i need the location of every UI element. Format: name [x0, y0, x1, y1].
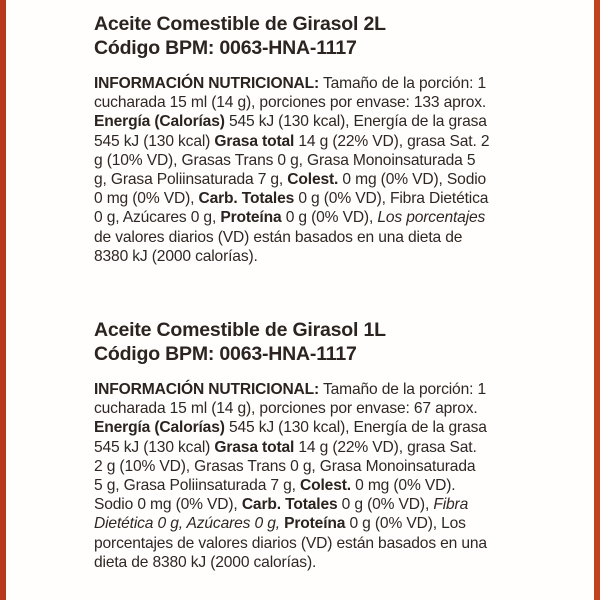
nutrition-line — [94, 534, 526, 553]
nutrition-text: 545 kJ (130 kcal) — [94, 132, 215, 150]
nutrition-text: 8380 kJ (2000 calorías). — [94, 247, 258, 265]
total-carbs-label: Carb. Totales — [198, 190, 295, 208]
nutrition-text: porcentajes de valores diarios (VD) están basados en una — [94, 534, 487, 552]
nutrition-line — [94, 476, 526, 495]
nutrition-text: 0 mg (0% VD). — [350, 477, 456, 495]
total-fat-label: Grasa total — [214, 132, 295, 150]
nutrition-text: 545 kJ (130 kcal), Energía de la grasa — [224, 113, 487, 131]
nutrition-line — [94, 247, 526, 266]
nutrition-text: 0 mg (0% VD), — [94, 190, 199, 208]
nutrition-text: cucharada 15 ml (14 g), porciones por envase: 133 aprox. — [94, 94, 487, 112]
nutrition-text: Fibra — [433, 496, 469, 514]
nutrition-line — [94, 151, 526, 170]
nutrition-text: 14 g (22% VD), grasa Sat. 2 — [294, 132, 490, 150]
nutrition-line — [94, 495, 526, 514]
nutrition-line — [94, 189, 526, 208]
nutrition-text: de valores diarios (VD) están basados en una dieta de — [94, 228, 463, 246]
nutrition-line — [94, 438, 526, 457]
nutrition-heading: INFORMACIÓN NUTRICIONAL: — [94, 381, 320, 398]
cholesterol-label: Colest. — [300, 477, 351, 495]
daily-value-note: Los — [441, 515, 466, 533]
product-2l-block — [94, 12, 526, 266]
nutrition-line — [94, 208, 526, 227]
nutrition-info-paragraph — [94, 380, 526, 572]
nutrition-text: Tamaño de la porción: 1 — [319, 75, 486, 92]
nutrition-line — [94, 132, 526, 151]
nutrition-heading: INFORMACIÓN NUTRICIONAL: — [94, 75, 320, 92]
total-carbs-label: Carb. Totales — [241, 496, 338, 514]
nutrition-text: 0 g, Azúcares 0 g, — [94, 209, 221, 227]
nutrition-text: dieta de 8380 kJ (2000 calorías). — [94, 553, 317, 571]
nutrition-text: 0 mg (0% VD), Sodio — [338, 171, 487, 189]
nutrition-text: cucharada 15 ml (14 g), porciones por envase: 67 aprox. — [94, 400, 478, 418]
nutrition-line — [94, 170, 526, 189]
daily-value-note: Los porcentajes — [377, 209, 486, 227]
nutrition-text: Dietética 0 g, Azúcares 0 g, — [94, 515, 285, 533]
nutrition-text: 545 kJ (130 kcal) — [94, 438, 215, 456]
nutrition-text: 0 g (0% VD), Fibra Dietética — [294, 190, 489, 208]
nutrition-text: 2 g (10% VD), Grasas Trans 0 g, Grasa Monoinsaturada — [94, 457, 476, 475]
nutrition-line — [94, 457, 526, 476]
nutrition-text: 0 g (0% VD), — [345, 515, 442, 533]
nutrition-line — [94, 74, 526, 93]
total-fat-label: Grasa total — [214, 438, 295, 456]
bpm-code: Código BPM: 0063-HNA-1117 — [94, 343, 357, 365]
nutrition-text: g, Grasa Poliinsaturada 7 g, — [94, 171, 288, 189]
nutrition-text: 545 kJ (130 kcal), Energía de la grasa — [224, 419, 487, 437]
energy-label: Energía (Calorías) — [94, 113, 225, 131]
nutrition-line — [94, 228, 526, 247]
nutrition-text: 5 g, Grasa Poliinsaturada 7 g, — [94, 477, 300, 495]
nutrition-line — [94, 514, 526, 533]
bpm-code: Código BPM: 0063-HNA-1117 — [94, 37, 357, 59]
nutrition-text: 0 g (0% VD), — [281, 209, 378, 227]
nutrition-text: Sodio 0 mg (0% VD), — [94, 496, 242, 514]
nutrition-info-paragraph — [94, 74, 526, 266]
nutrition-text: 0 g (0% VD), — [337, 496, 434, 514]
nutrition-line — [94, 418, 526, 437]
product-1l-block — [94, 318, 526, 572]
nutrition-text: g (10% VD), Grasas Trans 0 g, Grasa Monoinsaturada 5 — [94, 151, 476, 169]
product-title: Aceite Comestible de Girasol 1L — [94, 319, 386, 341]
nutrition-line — [94, 112, 526, 131]
nutrition-text: Tamaño de la porción: 1 — [319, 381, 486, 398]
cholesterol-label: Colest. — [287, 171, 339, 189]
nutrition-line — [94, 93, 526, 112]
nutrition-line — [94, 553, 526, 572]
product-title: Aceite Comestible de Girasol 2L — [94, 13, 386, 35]
energy-label: Energía (Calorías) — [94, 419, 225, 437]
protein-label: Proteína — [220, 209, 282, 227]
nutrition-line — [94, 380, 526, 399]
nutrition-line — [94, 399, 526, 418]
protein-label: Proteína — [284, 515, 346, 533]
nutrition-text: 14 g (22% VD), grasa Sat. — [294, 438, 477, 456]
